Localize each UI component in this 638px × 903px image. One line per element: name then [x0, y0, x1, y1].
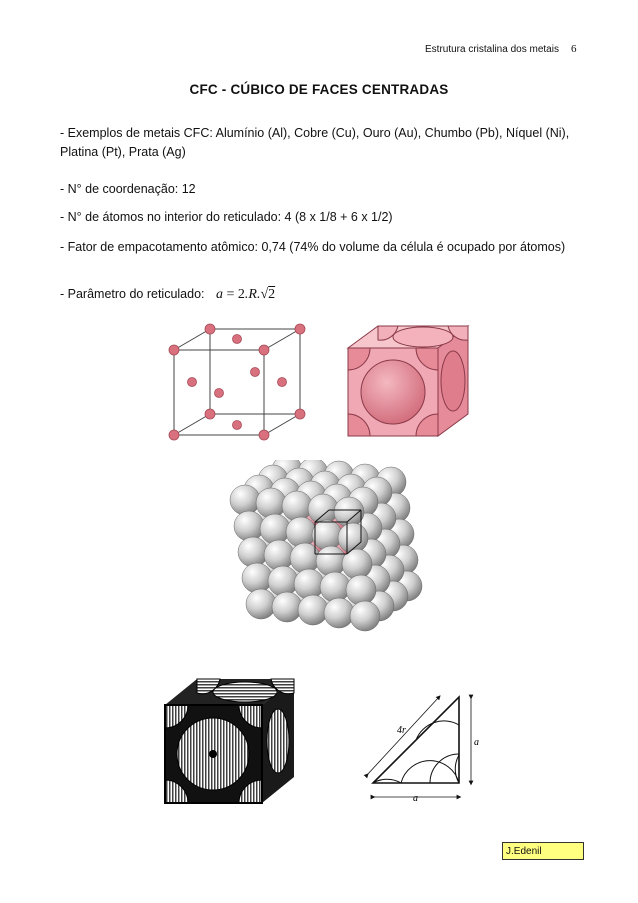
fcc-cutaway-cell-figure: [340, 318, 475, 443]
section-title: CFC - CÚBICO DE FACES CENTRADAS: [189, 82, 449, 97]
parameter-label: - Parâmetro do reticulado:: [60, 287, 205, 301]
fcc-lattice-points-figure: [160, 318, 320, 448]
lattice-atom: [286, 517, 316, 547]
fcc-sphere-packing-figure: [225, 460, 430, 645]
label-base-a: a: [413, 793, 418, 804]
lattice-atom: [256, 488, 286, 518]
lattice-atom: [294, 569, 324, 599]
lattice-atom: [234, 511, 264, 541]
lattice-atom: [264, 540, 294, 570]
lattice-atom: [238, 537, 268, 567]
item-coordination: - N° de coordenação: 12: [60, 182, 196, 196]
header-title: Estrutura cristalina dos metais: [425, 44, 559, 55]
face-diagonal-figure: [355, 685, 490, 810]
lattice-atom: [312, 520, 342, 550]
lattice-atom: [242, 563, 272, 593]
lattice-atom: [246, 589, 276, 619]
lattice-atom: [272, 592, 302, 622]
lattice-atom: [308, 494, 338, 524]
lattice-atom: [320, 572, 350, 602]
author-footer: J.Edenil: [502, 842, 584, 860]
lattice-atom: [298, 595, 328, 625]
lattice-atom: [350, 601, 380, 631]
lattice-atom: [316, 546, 346, 576]
lattice-atom: [230, 485, 260, 515]
item-examples: - Exemplos de metais CFC: Alumínio (Al), Cobre (Cu), Ouro (Au), Chumbo (Pb), Níquel (Ni), Platina (Pt), Prata (Ag): [60, 126, 570, 159]
label-4r: 4r: [397, 725, 406, 736]
parameter-formula: a = 2.R.√2: [216, 287, 276, 302]
item-packing: - Fator de empacotamento atômico: 0,74 (74% do volume da célula é ocupado por átomos): [60, 240, 566, 254]
page-number: 6: [571, 43, 577, 55]
lattice-atom: [282, 491, 312, 521]
label-side-a: a: [474, 737, 479, 748]
lattice-atom: [346, 575, 376, 605]
lattice-atom: [268, 566, 298, 596]
lattice-atom: [260, 514, 290, 544]
item-parameter: [60, 285, 590, 304]
fcc-hatched-cell-figure: [160, 675, 300, 807]
lattice-atom: [324, 598, 354, 628]
item-atoms: - N° de átomos no interior do reticulado: 4 (8 x 1/8 + 6 x 1/2): [60, 210, 393, 224]
